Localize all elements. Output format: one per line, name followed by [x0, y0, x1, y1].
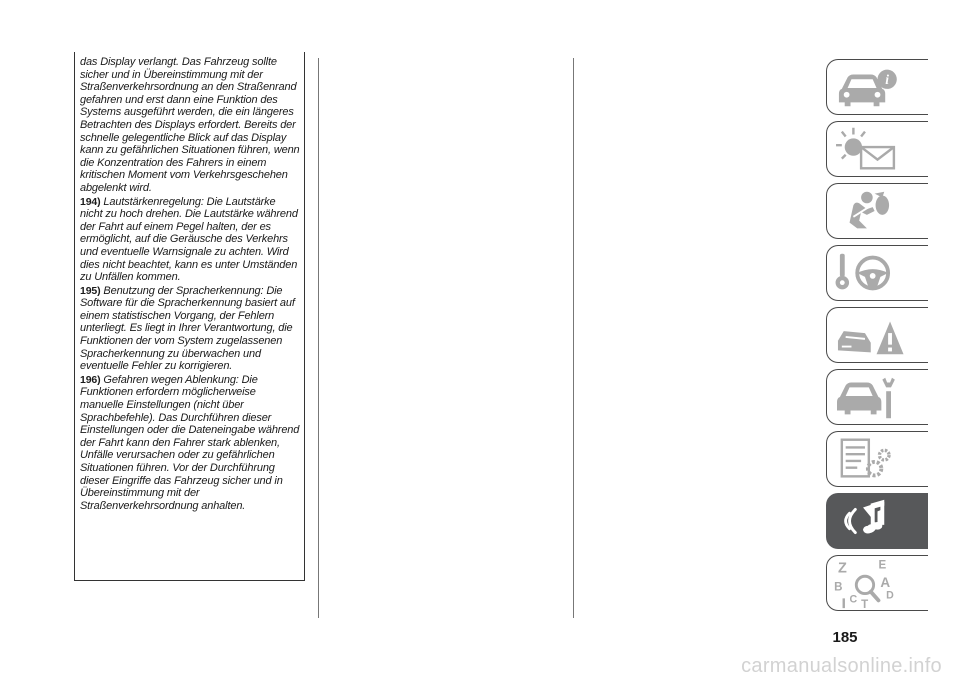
car-info-icon — [827, 60, 928, 114]
warning-195 — [80, 285, 300, 373]
warning-text: Benutzung der Spracherkennung: Die Software für die Spracherkennung basiert auf einem statistischen Vorgang, der Fehlern unterliegt. Es liegt in Ihrer Verantwortung, die Funktionen der vom System zugelassenen Spracherkennung zu überwachen und eventuelle Fehler zu korrigieren. — [80, 284, 295, 373]
index-letter: T — [861, 599, 869, 610]
tab-emergency[interactable] — [826, 307, 928, 363]
index-letter: D — [886, 589, 894, 602]
technical-data-icon — [827, 432, 928, 486]
column-divider-2 — [573, 58, 574, 618]
tab-lights-warnings[interactable] — [826, 121, 928, 177]
index-letter: Z — [837, 560, 847, 577]
warning-text: Lautstärkenregelung: Die Lautstärke nicht zu hoch drehen. Die Lautstärke während der Fahrt auf einem Pegel halten, der es ermöglicht, auf die Geräusche des Verkehrs und eventuelle Warnsignale zu achten. Wird dies nicht beachtet, kann es unter Umständen zu Unfällen kommen. — [80, 195, 298, 284]
warning-number: 194) — [80, 195, 101, 208]
page-number: 185 — [832, 629, 858, 646]
column-divider-1 — [318, 58, 319, 618]
footer-watermark: carmanualsonline.info — [741, 655, 942, 677]
warning-number: 196) — [80, 373, 101, 386]
seat-airbag-icon — [827, 184, 928, 238]
key-steering-wheel-icon — [827, 246, 928, 300]
index-letter: A — [880, 574, 891, 590]
svg-text:i: i — [885, 72, 890, 88]
car-crash-warning-icon — [827, 308, 928, 362]
tab-multimedia[interactable] — [826, 493, 928, 549]
alphabetical-index-icon — [827, 556, 928, 610]
warning-text: Gefahren wegen Ablenkung: Die Funktionen erfordern möglicherweise manuelle Einstellungen (nicht über Sprachbefehle). Das Durchführen dieser Einstellungen oder die Dateneingabe während der Fahrt kann den Fahrer stark ablenken, Unfälle verursachen oder zu gefährlichen Situationen führen. Vor der Durchführung dieser Eingriffe das Fahrzeug sicher und in Übereinstimmung mit der Straßenverkehrsordnung anhalten. — [80, 373, 300, 512]
warning-194 — [80, 196, 300, 284]
warning-number: 195) — [80, 284, 101, 297]
tab-car-info[interactable] — [826, 59, 928, 115]
index-letter: B — [834, 581, 843, 594]
warning-196 — [80, 374, 300, 513]
multimedia-icon — [827, 494, 928, 548]
tab-technical-data[interactable] — [826, 431, 928, 487]
tab-starting-driving[interactable] — [826, 245, 928, 301]
index-letter: C — [849, 593, 858, 606]
tab-index[interactable] — [826, 555, 928, 611]
intro-paragraph: das Display verlangt. Das Fahrzeug sollte sicher und in Übereinstimmung mit der Straßenverkehrsordnung an den Straßenrand gefahren und erst dann eine Funktion des Systems ausgeführt werden, die ein längeres Betrachten des Displays erfordert. Bereits der schnelle gelegentliche Blick auf das Display kann zu gefährlichen Situationen führen, wenn die Konzentration des Fahrers in einem kritischen Moment vom Verkehrsgeschehen abgelenkt wird. — [80, 56, 300, 194]
lights-warning-icon — [827, 122, 928, 176]
index-letter: E — [878, 559, 887, 572]
car-maintenance-icon — [827, 370, 928, 424]
tab-maintenance[interactable] — [826, 369, 928, 425]
warning-box — [74, 52, 305, 581]
tab-safety[interactable] — [826, 183, 928, 239]
